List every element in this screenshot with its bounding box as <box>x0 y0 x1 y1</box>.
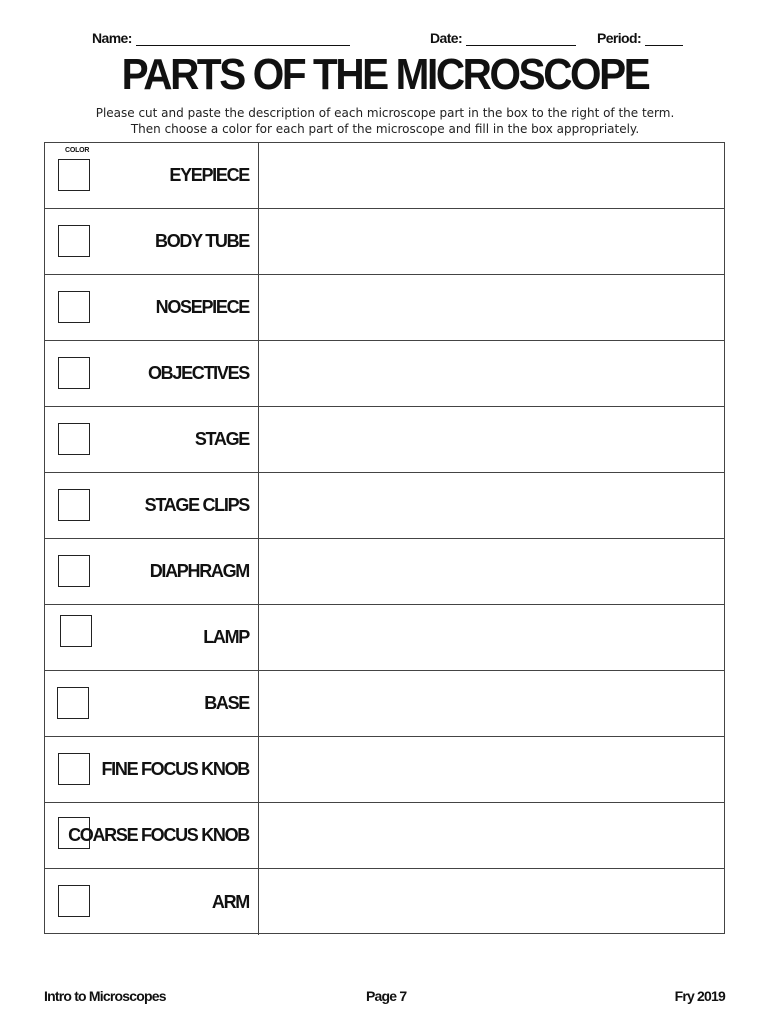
date-blank[interactable] <box>466 33 576 46</box>
term-cell <box>45 275 259 340</box>
description-cell[interactable] <box>259 803 724 868</box>
description-cell[interactable] <box>259 209 724 274</box>
description-cell[interactable] <box>259 143 724 208</box>
table-row <box>45 143 724 209</box>
color-box[interactable] <box>58 885 90 917</box>
name-label: Name: <box>92 30 132 46</box>
table-row <box>45 605 724 671</box>
color-column-label: COLOR <box>65 147 90 154</box>
table-row <box>45 473 724 539</box>
description-cell[interactable] <box>259 869 724 935</box>
table-row <box>45 209 724 275</box>
description-cell[interactable] <box>259 473 724 538</box>
term-cell <box>45 869 259 935</box>
table-row <box>45 539 724 605</box>
term-cell <box>45 803 259 868</box>
footer-course-title: Intro to Microscopes <box>44 988 166 1004</box>
table-row <box>45 803 724 869</box>
term-label: DIAPHRAGM <box>149 561 249 581</box>
color-box[interactable] <box>58 291 90 323</box>
name-blank[interactable] <box>136 33 350 46</box>
term-label: NOSEPIECE <box>155 297 249 317</box>
table-row <box>45 275 724 341</box>
description-cell[interactable] <box>259 539 724 604</box>
color-box[interactable] <box>60 615 92 647</box>
name-field[interactable] <box>92 30 350 46</box>
table-row <box>45 869 724 935</box>
instructions <box>0 105 770 137</box>
term-cell <box>45 737 259 802</box>
color-box[interactable] <box>58 753 90 785</box>
page-footer <box>0 988 770 1008</box>
term-cell <box>45 605 259 670</box>
color-box[interactable] <box>58 357 90 389</box>
description-cell[interactable] <box>259 341 724 406</box>
instructions-line-1: Please cut and paste the description of each microscope part in the box to the right of the term. <box>95 106 675 120</box>
period-label: Period: <box>597 30 642 46</box>
table-row <box>45 341 724 407</box>
color-box[interactable] <box>58 159 90 191</box>
term-label: COARSE FOCUS KNOB <box>68 825 249 845</box>
term-label: ARM <box>211 891 249 912</box>
color-box[interactable] <box>57 687 89 719</box>
color-box[interactable] <box>58 225 90 257</box>
term-label: STAGE CLIPS <box>144 495 249 515</box>
color-box[interactable] <box>58 555 90 587</box>
page-title: PARTS OF THE MICROSCOPE <box>121 50 649 99</box>
term-label: BODY TUBE <box>155 231 249 251</box>
term-cell <box>45 671 259 736</box>
description-cell[interactable] <box>259 737 724 802</box>
footer-page-number: Page 7 <box>366 988 407 1004</box>
description-cell[interactable] <box>259 407 724 472</box>
date-label: Date: <box>430 30 463 46</box>
term-label: FINE FOCUS KNOB <box>101 759 249 779</box>
term-cell <box>45 473 259 538</box>
term-cell <box>45 539 259 604</box>
description-cell[interactable] <box>259 671 724 736</box>
instructions-line-2: Then choose a color for each part of the microscope and fill in the box appropriately. <box>130 122 640 136</box>
term-cell <box>45 341 259 406</box>
parts-table <box>44 142 725 934</box>
worksheet-header <box>0 30 770 50</box>
term-cell <box>45 143 259 208</box>
color-box[interactable] <box>58 489 90 521</box>
term-label: BASE <box>204 693 249 713</box>
table-row <box>45 737 724 803</box>
term-label: EYEPIECE <box>169 165 249 185</box>
description-cell[interactable] <box>259 275 724 340</box>
term-label: OBJECTIVES <box>147 363 249 383</box>
term-cell <box>45 407 259 472</box>
period-blank[interactable] <box>645 33 683 46</box>
color-box[interactable] <box>58 423 90 455</box>
footer-author-year: Fry 2019 <box>674 988 725 1004</box>
period-field[interactable] <box>597 30 683 46</box>
term-label: LAMP <box>203 627 249 647</box>
description-cell[interactable] <box>259 605 724 670</box>
term-label: STAGE <box>194 429 249 449</box>
term-cell <box>45 209 259 274</box>
table-row <box>45 671 724 737</box>
date-field[interactable] <box>430 30 576 46</box>
table-row <box>45 407 724 473</box>
